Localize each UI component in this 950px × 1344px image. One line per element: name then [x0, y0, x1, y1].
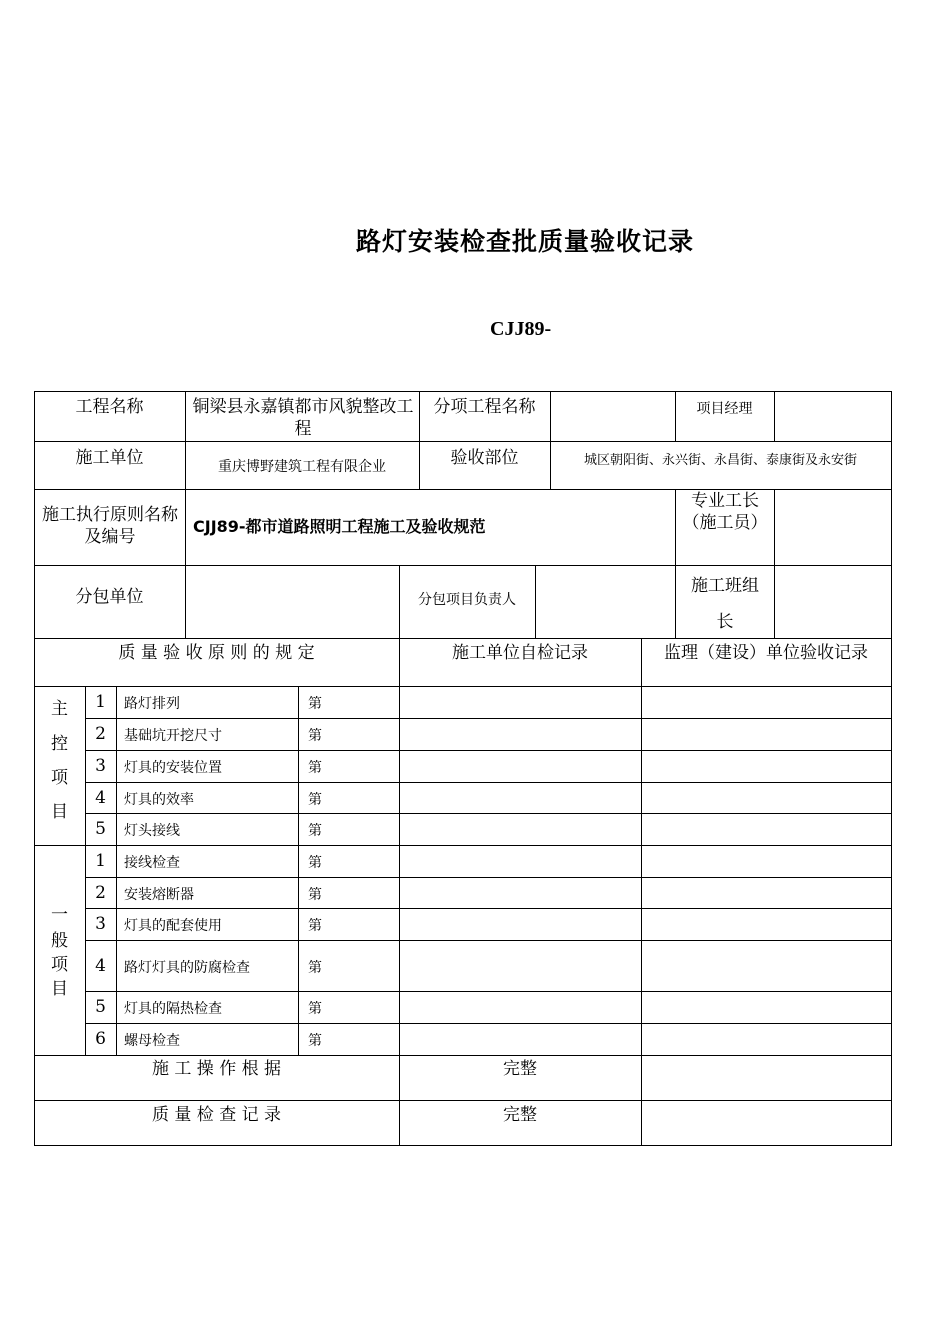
row-divider [85, 991, 892, 992]
row-divider [85, 718, 892, 719]
item-name: 灯具的效率 [124, 792, 194, 808]
row-number: 3 [95, 914, 106, 934]
item-clause: 第 [308, 1033, 322, 1049]
row-divider [85, 940, 892, 941]
item-name: 螺母检查 [124, 1033, 180, 1049]
general-items-group-char: 项 [51, 955, 68, 975]
col-divider [535, 565, 536, 638]
subcontract-lead-label: 分包项目负责人 [418, 592, 516, 608]
col-divider [116, 686, 117, 1055]
item-clause: 第 [308, 696, 322, 712]
row-divider [85, 813, 892, 814]
row-divider [34, 686, 892, 687]
item-clause: 第 [308, 728, 322, 744]
general-items-group-char: 般 [51, 931, 68, 951]
row-number: 2 [95, 724, 106, 744]
main-items-group-char: 目 [51, 802, 68, 822]
contractor-value: 重庆博野建筑工程有限企业 [218, 459, 386, 475]
document-title: 路灯安装检查批质量验收记录 [355, 227, 694, 256]
col-divider [298, 686, 299, 1055]
standard-code: CJJ89- [490, 318, 552, 340]
item-name: 灯具的隔热检查 [124, 1001, 222, 1017]
col-divider [774, 391, 775, 441]
quality-record-value: 完整 [503, 1105, 537, 1125]
row-number: 5 [95, 997, 106, 1017]
item-clause: 第 [308, 918, 322, 934]
row-number: 3 [95, 756, 106, 776]
self-check-column-header: 施工单位自检记录 [452, 643, 588, 663]
operation-basis-value: 完整 [503, 1059, 537, 1079]
spec-column-header: 质 量 验 收 原 则 的 规 定 [118, 643, 315, 663]
supervision-column-header: 监理（建设）单位验收记录 [664, 643, 868, 663]
contractor-label: 施工单位 [75, 448, 144, 468]
main-items-group-char: 主 [51, 699, 68, 719]
project-name-value: 铜梁县永嘉镇都市风貌整改工程 [192, 397, 414, 439]
item-clause: 第 [308, 760, 322, 776]
item-name: 灯头接线 [124, 823, 180, 839]
quality-record-label: 质 量 检 查 记 录 [151, 1105, 282, 1125]
col-divider [675, 489, 676, 638]
row-divider [85, 750, 892, 751]
row-number: 2 [95, 883, 106, 903]
row-divider [85, 1023, 892, 1024]
col-divider [550, 391, 551, 489]
item-name: 路灯灯具的防腐检查 [124, 960, 250, 976]
item-clause: 第 [308, 792, 322, 808]
row-divider [85, 908, 892, 909]
standard-value: CJJ89-都市道路照明工程施工及验收规范 [193, 517, 486, 536]
item-name: 灯具的安装位置 [124, 760, 222, 776]
item-name: 基础坑开挖尺寸 [124, 728, 222, 744]
item-clause: 第 [308, 855, 322, 871]
item-name: 灯具的配套使用 [124, 918, 222, 934]
accept-part-label: 验收部位 [450, 448, 519, 468]
col-divider [641, 638, 642, 1145]
item-clause: 第 [308, 823, 322, 839]
main-items-group-char: 项 [51, 768, 68, 788]
row-number: 4 [95, 788, 106, 808]
item-name: 路灯排列 [124, 696, 180, 712]
manager-label: 项目经理 [696, 401, 753, 417]
col-divider [185, 391, 186, 638]
team-leader-label: 施工班组长 [691, 576, 759, 632]
row-number: 4 [95, 956, 106, 976]
general-items-group-char: 目 [51, 979, 68, 999]
table-border-right [891, 391, 892, 1145]
row-number: 1 [95, 851, 106, 871]
row-divider [34, 1055, 892, 1056]
row-divider [34, 565, 892, 566]
main-items-group-char: 控 [51, 734, 68, 754]
table-border-bottom [34, 1145, 892, 1146]
row-divider [34, 1100, 892, 1101]
item-clause: 第 [308, 960, 322, 976]
standard-label: 施工执行原则名称及编号 [42, 505, 178, 547]
row-number: 6 [95, 1029, 106, 1049]
project-name-label: 工程名称 [75, 397, 144, 417]
item-clause: 第 [308, 887, 322, 903]
row-divider [34, 845, 892, 846]
row-divider [85, 877, 892, 878]
foreman-label: 专业工长（施工员） [682, 491, 768, 533]
item-name: 接线检查 [124, 855, 180, 871]
general-items-group-char: 一 [51, 905, 68, 925]
table-border-top [34, 391, 892, 392]
operation-basis-label: 施 工 操 作 根 据 [151, 1059, 282, 1079]
row-divider [85, 782, 892, 783]
accept-part-value: 城区朝阳街、永兴街、永昌街、泰康街及永安街 [583, 453, 857, 468]
col-divider [774, 489, 775, 638]
row-number: 1 [95, 692, 106, 712]
row-number: 5 [95, 819, 106, 839]
row-divider [34, 441, 892, 442]
item-name: 安装熔断器 [124, 887, 194, 903]
item-clause: 第 [308, 1001, 322, 1017]
subcontract-label: 分包单位 [75, 587, 144, 607]
sub-project-label: 分项工程名称 [433, 397, 536, 417]
